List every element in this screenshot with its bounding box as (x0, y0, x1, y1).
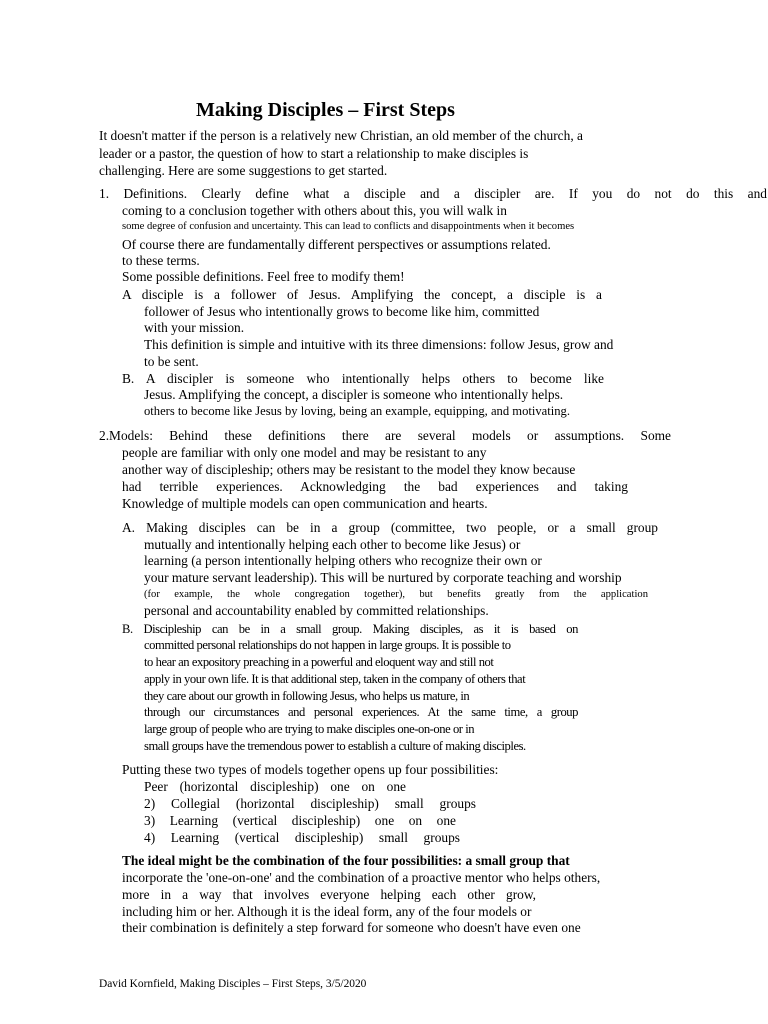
intro-line: It doesn't matter if the person is a relatively new Christian, an old member of the church, a (99, 128, 583, 143)
possibility-item: 3) Learning (vertical discipleship) one on one (144, 813, 456, 828)
section2-line: 2.Models: Behind these definitions there are several models or assumptions. Some (99, 428, 671, 443)
sectionA-line: A. Making disciples can be in a group (committee, two people, or a small group (122, 520, 658, 535)
section1-line: to these terms. (122, 253, 200, 268)
sectionA-line: your mature servant leadership). This will be nurtured by corporate teaching and worship (144, 570, 622, 585)
section2-line: another way of discipleship; others may be resistant to the model they know because (122, 462, 576, 477)
sectionA-line: mutually and intentionally helping each other to become like Jesus) or (144, 537, 521, 552)
section1-line: Jesus. Amplifying the concept, a discipler is someone who intentionally helps. (144, 387, 564, 402)
sectionA-line: learning (a person intentionally helping others who recognize their own or (144, 553, 542, 568)
possibility-item: 4) Learning (vertical discipleship) small groups (144, 830, 460, 845)
section1-line: B. A discipler is someone who intentionally helps others to become like (122, 371, 604, 386)
sectionB-line: they care about our growth in following Jesus, who helps us mature, in (144, 689, 470, 703)
section1-line: This definition is simple and intuitive with its three dimensions: follow Jesus, grow and (144, 337, 614, 352)
ideal-line: incorporate the 'one-on-one' and the combination of a proactive mentor who helps others, (122, 870, 601, 885)
sectionA-line: personal and accountability enabled by committed relationships. (144, 603, 489, 618)
section1-line: 1. Definitions. Clearly define what a disciple and a discipler are. If you do not do this and (99, 186, 767, 201)
sectionB-line: small groups have the tremendous power to establish a culture of making disciples. (144, 739, 526, 753)
ideal-lead: The ideal might be the combination of the four possibilities: a small group that (122, 853, 570, 868)
section2-line: Knowledge of multiple models can open communication and hearts. (122, 496, 488, 511)
sectionB-line: B. Discipleship can be in a small group. Making disciples, as it is based on (122, 622, 578, 636)
sectionB-line: apply in your own life. It is that additional step, taken in the company of others that (144, 672, 526, 686)
sectionB-line: through our circumstances and personal experiences. At the same time, a group (144, 705, 578, 719)
sectionA-line: (for example, the whole congregation together), but benefits greatly from the application (144, 589, 648, 600)
possibility-item: Peer (horizontal discipleship) one on one (144, 779, 406, 794)
ideal-line: their combination is definitely a step forward for someone who doesn't have even one (122, 920, 581, 935)
intro-line: challenging. Here are some suggestions to get started. (99, 163, 388, 178)
section2-line: people are familiar with only one model and may be resistant to any (122, 445, 487, 460)
sectionB-line: to hear an expository preaching in a powerful and eloquent way and still not (144, 655, 494, 669)
section1-line: Of course there are fundamentally different perspectives or assumptions related. (122, 237, 551, 252)
section1-line: to be sent. (144, 354, 199, 369)
section1-line: others to become like Jesus by loving, being an example, equipping, and motivating. (144, 404, 571, 418)
section1-line: some degree of confusion and uncertainty. This can lead to conflicts and disappointments when it becomes (122, 221, 575, 232)
section2-line: had terrible experiences. Acknowledging the bad experiences and taking (122, 479, 628, 494)
possibilities-lead: Putting these two types of models together opens up four possibilities: (122, 762, 499, 777)
section1-line: A disciple is a follower of Jesus. Amplifying the concept, a disciple is a (122, 287, 602, 302)
section1-line: coming to a conclusion together with others about this, you will walk in (122, 203, 507, 218)
possibility-item: 2) Collegial (horizontal discipleship) small groups (144, 796, 476, 811)
ideal-line: more in a way that involves everyone helping each other grow, (122, 887, 536, 902)
section1-line: with your mission. (144, 320, 245, 335)
section1-line: follower of Jesus who intentionally grows to become like him, committed (144, 304, 540, 319)
sectionB-line: committed personal relationships do not happen in large groups. It is possible to (144, 638, 511, 652)
page-title: Making Disciples – First Steps (196, 99, 455, 121)
section1-line: Some possible definitions. Feel free to modify them! (122, 269, 405, 284)
intro-line: leader or a pastor, the question of how to start a relationship to make disciples is (99, 146, 529, 161)
sectionB-line: large group of people who are trying to make disciples one-on-one or in (144, 722, 475, 736)
footer-text: David Kornfield, Making Disciples – First Steps, 3/5/2020 (99, 978, 367, 990)
ideal-line: including him or her. Although it is the ideal form, any of the four models or (122, 904, 532, 919)
